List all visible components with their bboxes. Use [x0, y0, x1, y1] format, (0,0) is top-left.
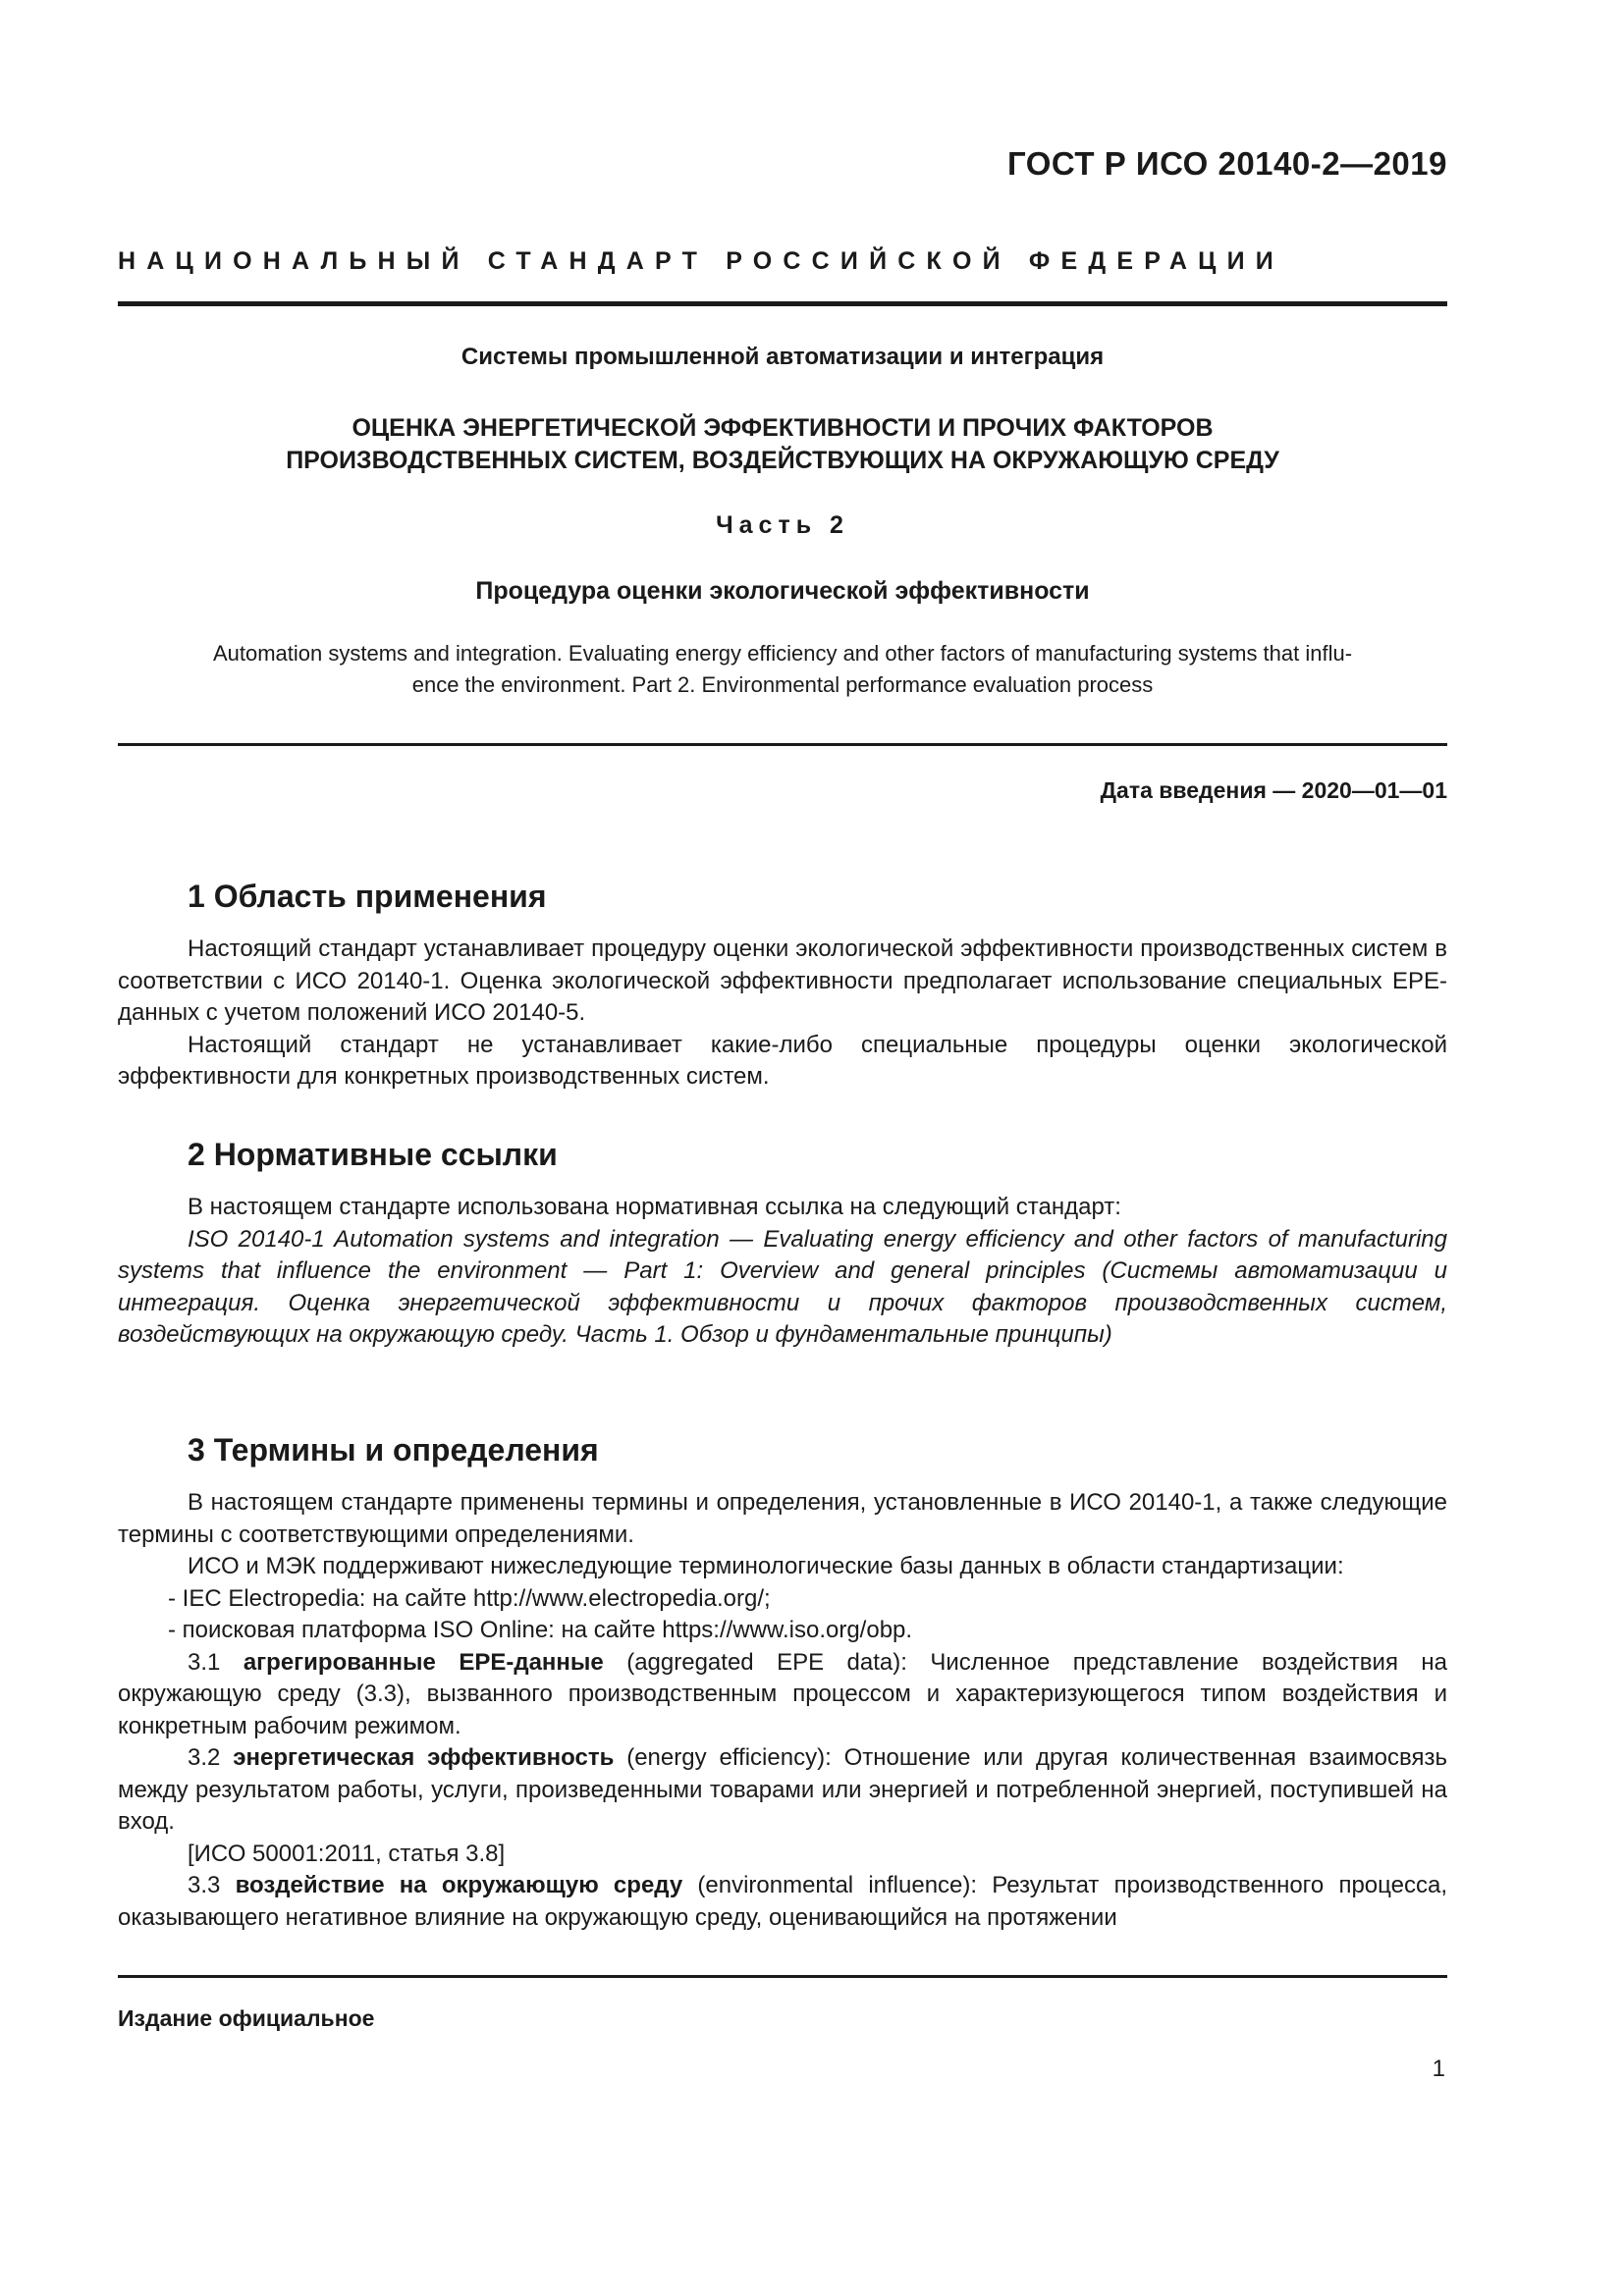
section-1-paragraph-1: Настоящий стандарт устанавливает процедуру оценки экологической эффективности производственных систем в соответствии с ИСО 20140-1. Оценка экологической эффективности предполагает использование специальных ЕРЕ-данных с учетом положений ИСО 20140-5. — [118, 935, 1447, 1026]
term-3-3-number: 3.3 — [188, 1872, 221, 1898]
term-3-2-source: [ИСО 50001:2011, статья 3.8] — [188, 1840, 506, 1867]
term-3-2 — [118, 1742, 1447, 1839]
official-edition-label: Издание официальное — [118, 2005, 375, 2031]
english-title — [118, 638, 1447, 701]
section-3-list-item-1: - IEC Electropedia: на сайте http://www.electropedia.org/; — [168, 1584, 771, 1612]
section-3-heading: 3 Термины и определения — [188, 1432, 599, 1468]
introduction-date: Дата введения — 2020—01—01 — [1100, 777, 1447, 803]
section-2-reference: ISO 20140-1 Automation systems and integration — Evaluating energy efficiency and other factors of manufacturing systems that influence the environment — Part 1: Overview and general principles (Системы автоматизации и интеграция. Оценка энергетической эффективности и прочих факторов производственных систем, воздействующих на окружающую среду. Часть 1. Обзор и фундаментальные принципы) — [118, 1225, 1447, 1348]
term-3-1-number: 3.1 — [188, 1648, 221, 1676]
section-3-paragraph-2: ИСО и МЭК поддерживают нижеследующие терминологические базы данных в области стандартизации: — [188, 1553, 1344, 1579]
term-3-1-definition: (aggregated EPE data): Численное представление воздействия на окружающую среду (3.3), вызванного производственным процессом и характеризующегося типом воздействия и конкретным рабочим режимом. — [118, 1648, 1447, 1739]
english-title-line-2: ence the environment. Part 2. Environmental performance evaluation process — [411, 672, 1154, 697]
term-3-1-term: агрегированные ЕРЕ-данные — [243, 1648, 604, 1676]
term-3-3-term: воздействие на окружающую среду — [235, 1872, 683, 1898]
title-rule — [118, 743, 1447, 746]
national-standard-banner: НАЦИОНАЛЬНЫЙ СТАНДАРТ РОССИЙСКОЙ ФЕДЕРАЦИИ — [118, 247, 1284, 275]
term-3-1 — [118, 1647, 1447, 1743]
section-2-heading: 2 Нормативные ссылки — [188, 1137, 558, 1172]
term-3-2-number: 3.2 — [188, 1744, 221, 1771]
section-2 — [118, 1135, 1447, 1352]
section-1-paragraph-2: Настоящий стандарт не устанавливает какие-либо специальные процедуры оценки экологической эффективности для конкретных производственных систем. — [118, 1031, 1447, 1090]
standard-code: ГОСТ Р ИСО 20140-2—2019 — [1006, 145, 1447, 182]
header-rule — [118, 301, 1447, 306]
term-3-3-definition: (environmental influence): Результат производственного процесса, оказывающего негативное влияние на окружающую среду, оценивающийся на протяжении — [118, 1872, 1447, 1931]
part-label: Часть 2 — [716, 511, 849, 539]
main-title-line-1: ОЦЕНКА ЭНЕРГЕТИЧЕСКОЙ ЭФФЕКТИВНОСТИ И ПРОЧИХ ФАКТОРОВ — [352, 414, 1214, 442]
term-3-3 — [118, 1870, 1447, 1934]
subject-line: Системы промышленной автоматизации и интеграция — [460, 344, 1105, 370]
page-number: 1 — [1432, 2056, 1445, 2082]
term-3-2-term: энергетическая эффективность — [233, 1744, 615, 1771]
term-3-2-definition: (energy efficiency): Отношение или другая количественная взаимосвязь между результатом работы, услуги, произведенными товарами или энергией и потребленной энергией, поступившей на вход. — [118, 1744, 1448, 1835]
section-3-paragraph-1: В настоящем стандарте применены термины и определения, установленные в ИСО 20140-1, а также следующие термины с соответствующими определениями. — [118, 1489, 1447, 1548]
footer-rule — [118, 1975, 1447, 1978]
section-1-heading: 1 Область применения — [188, 879, 547, 914]
section-3 — [118, 1430, 1447, 1934]
section-3-list-item-2: - поисковая платформа ISO Online: на сайте https://www.iso.org/obp. — [168, 1617, 913, 1643]
section-2-paragraph-1: В настоящем стандарте использована нормативная ссылка на следующий стандарт: — [188, 1194, 1121, 1220]
main-title — [118, 412, 1447, 477]
main-title-line-2: ПРОИЗВОДСТВЕННЫХ СИСТЕМ, ВОЗДЕЙСТВУЮЩИХ НА ОКРУЖАЮЩУЮ СРЕДУ — [286, 447, 1279, 474]
part-title: Процедура оценки экологической эффективности — [475, 577, 1090, 605]
section-1 — [118, 877, 1447, 1094]
english-title-line-1: Automation systems and integration. Evaluating energy efficiency and other factors of manufacturing systems that influ- — [212, 641, 1353, 666]
